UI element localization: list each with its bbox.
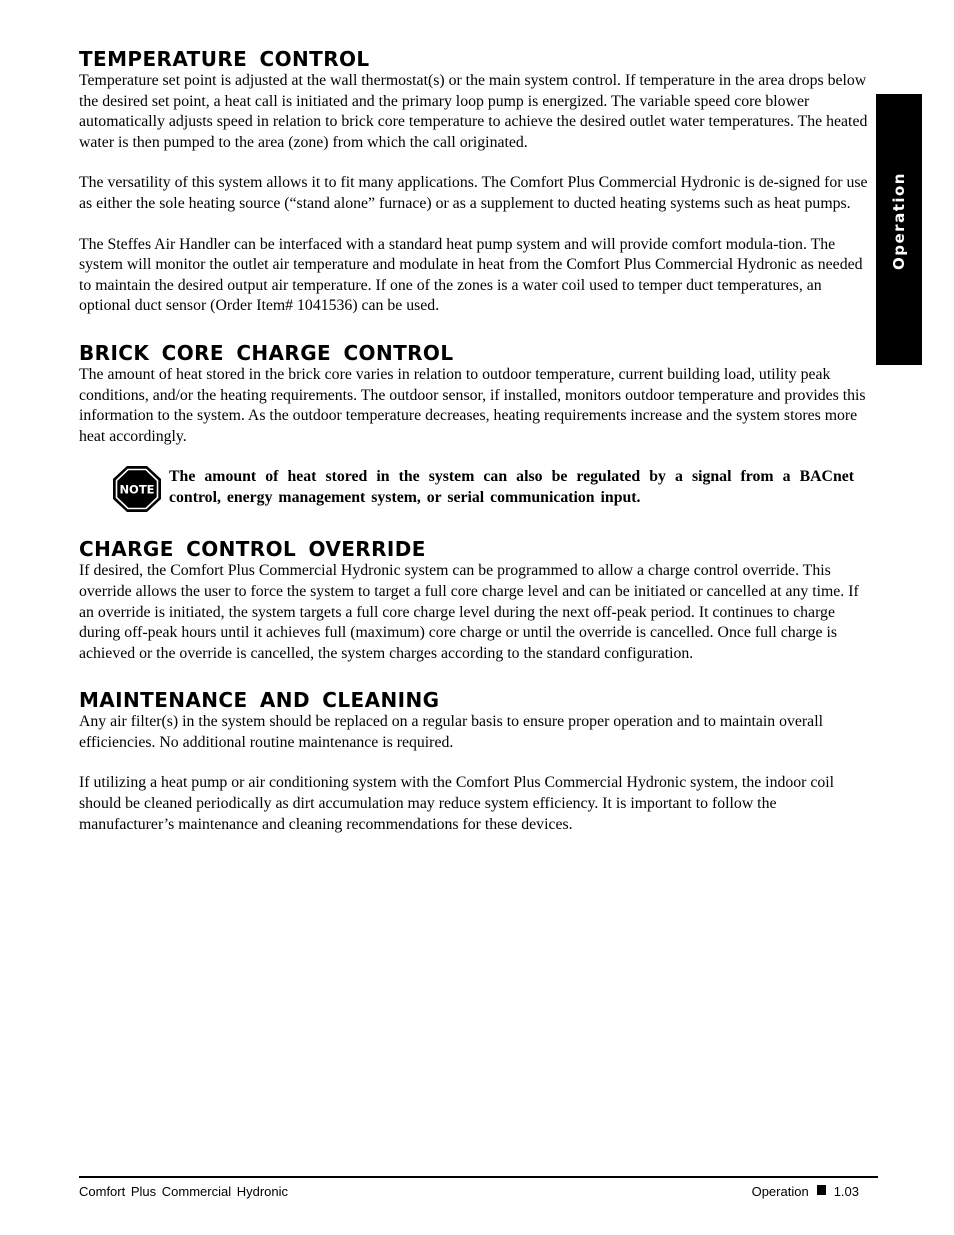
footer-page-number: 1.03 (833, 1184, 859, 1199)
paragraph: The amount of heat stored in the brick core varies in relation to outdoor temperature, current building load, utility peak conditions, and/or the heating requirements. The outdoor sensor, if installed, monitors outdoor temperature and provides this information to the system. As the outdoor temperature decreases, heating requirements increase and the system stores more heat accordingly. (79, 365, 866, 445)
section-heading: CHARGE CONTROL OVERRIDE (79, 537, 426, 562)
paragraph: The Steffes Air Handler can be interfaced with a standard heat pump system and will provide comfort modula-tion. The system will monitor the outlet air temperature and modulate in heat from the Comfort Plus Commercial Hydronic as needed to maintain the desired output air temperature. If one of the zones is a water coil used to temper duct temperatures, an optional duct sensor (Order Item# 1041536) can be used. (79, 235, 863, 315)
section-temperature-control (79, 47, 871, 317)
side-tab-label: Operation (890, 172, 908, 270)
section-side-tab (876, 94, 922, 365)
footer-product-name: Comfort Plus Commercial Hydronic (79, 1184, 288, 1199)
note-icon-label: NOTE (119, 482, 155, 497)
section-heading: MAINTENANCE AND CLEANING (79, 688, 440, 713)
paragraph: Any air filter(s) in the system should be replaced on a regular basis to ensure proper operation and to maintain overall efficiencies. No additional routine maintenance is required. (79, 713, 823, 751)
paragraph: If utilizing a heat pump or air conditioning system with the Comfort Plus Commercial Hydronic system, the indoor coil should be cleaned periodically as dirt accumulation may reduce system efficiency. It is important to follow the manufacturer’s maintenance and cleaning recommendations for these devices. (79, 774, 835, 833)
section-charge-control-override (79, 537, 871, 664)
footer-section-name: Operation (751, 1184, 809, 1199)
footer-divider (79, 1176, 878, 1178)
section-brick-core-charge-control (79, 341, 871, 513)
page-content (79, 47, 871, 835)
section-heading: BRICK CORE CHARGE CONTROL (79, 340, 454, 365)
section-heading: TEMPERATURE CONTROL (79, 47, 370, 71)
square-bullet-icon (817, 1185, 826, 1195)
note-text: The amount of heat stored in the system can also be regulated by a signal from a BACnet control, energy management system, or serial communication input. (169, 468, 854, 506)
note-callout (112, 467, 871, 513)
paragraph: The versatility of this system allows it to fit many applications. The Comfort Plus Commercial Hydronic is de-signed for use as either the sole heating source (“stand alone” furnace) or as a supplement to ducted heating systems such as heat pumps. (79, 174, 868, 212)
section-maintenance-and-cleaning (79, 688, 871, 835)
note-stop-sign-icon (112, 465, 162, 513)
footer-page-info (752, 1184, 859, 1200)
paragraph: If desired, the Comfort Plus Commercial Hydronic system can be programmed to allow a charge control override. This override allows the user to force the system to target a full core charge level and can be initiated or cancelled at any time. If an override is initiated, the system targets a full core charge level during the next off-peak period. It continues to charge during off-peak hours until it achieves full (maximum) core charge or until the override is cancelled. Once full charge is achieved or the override is cancelled, the system charges according to the standard configuration. (79, 562, 859, 662)
paragraph: Temperature set point is adjusted at the wall thermostat(s) or the main system control. If temperature in the area drops below the desired set point, a heat call is initiated and the primary loop pump is energized. The variable speed core blower automatically adjusts speed in relation to brick core temperature to achieve the desired outlet water temperatures. The heated water is then pumped to the area (zone) from which the call originated. (79, 72, 868, 151)
